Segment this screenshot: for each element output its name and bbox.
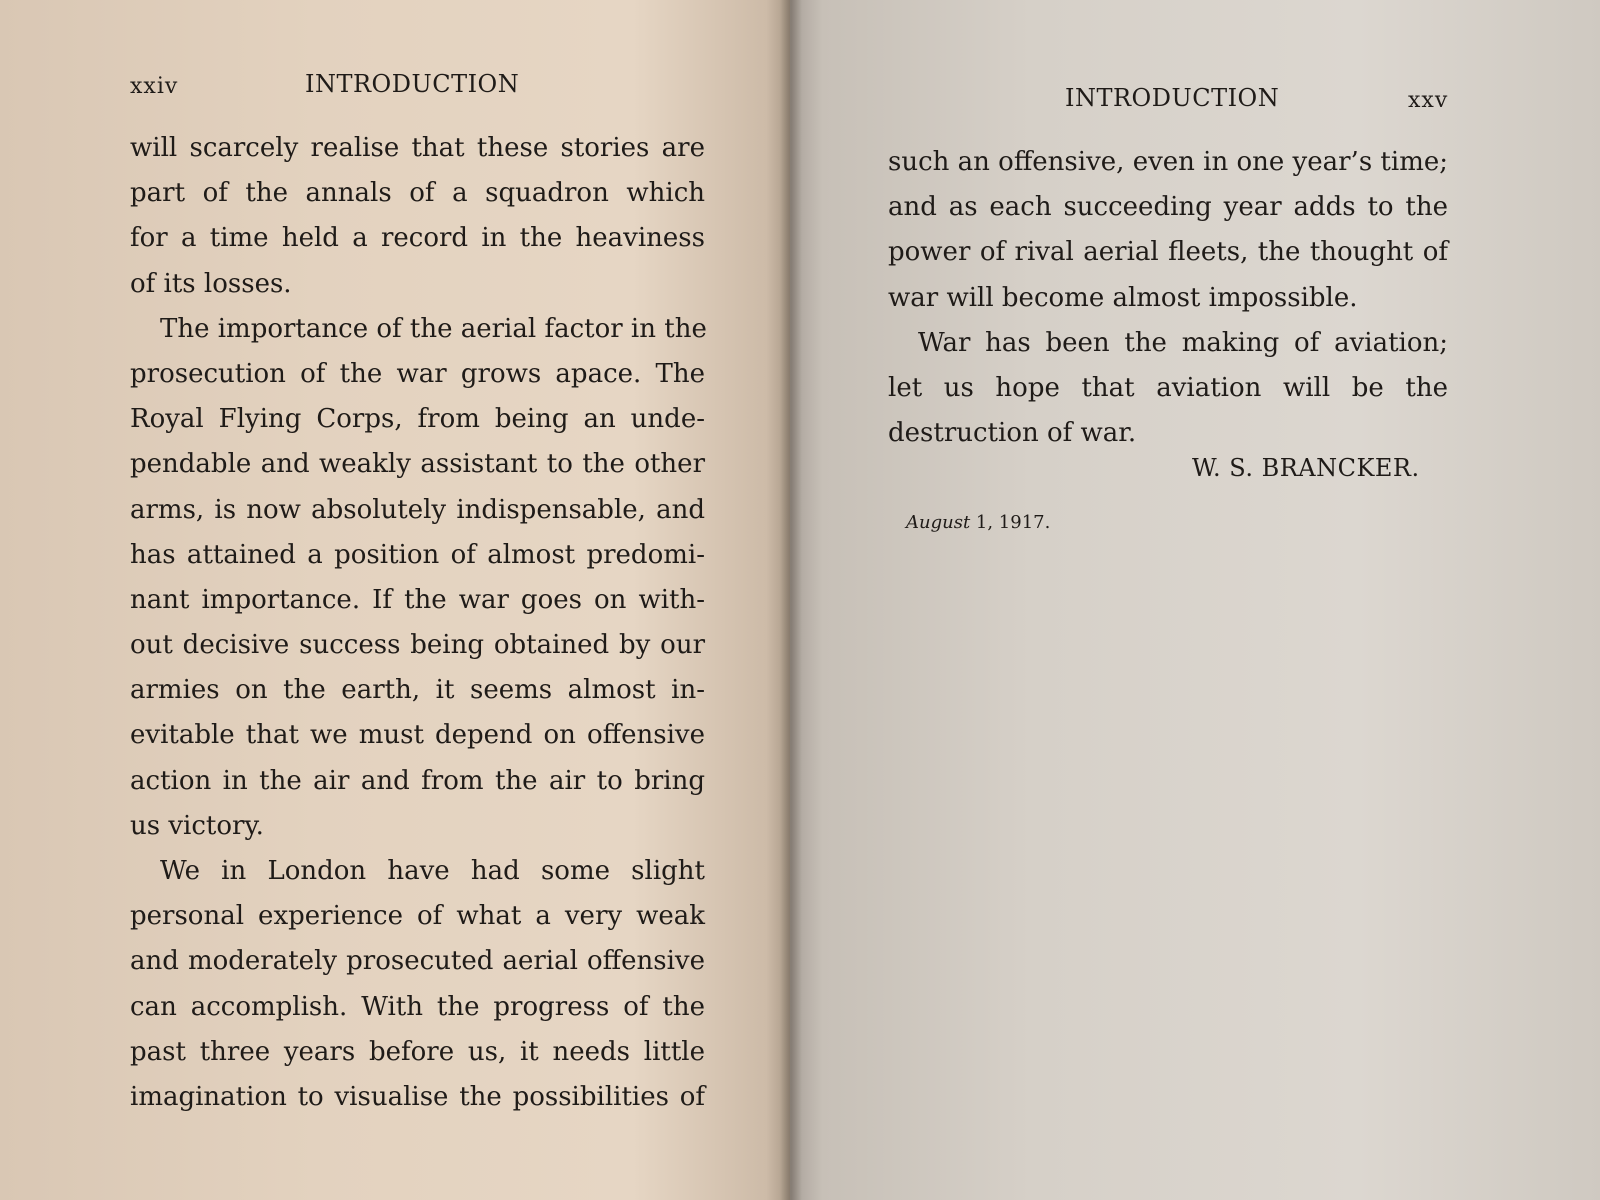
text-line: can accomplish. With the progress of the [130,991,705,1022]
text-line: such an offensive, even in one year’s time; [888,147,1448,177]
left-page [0,0,790,1200]
right-page-number: xxv [1408,88,1449,113]
dateline [906,512,1050,533]
text-line: let us hope that aviation will be the [888,372,1448,403]
text-line: Royal Flying Corps, from being an unde- [130,404,705,435]
text-line: past three years before us, it needs little [130,1036,705,1067]
text-line: us victory. [130,810,264,841]
date-day-year: 1, 1917. [970,512,1051,533]
text-line: evitable that we must depend on offensive [130,720,705,751]
text-line: for a time held a record in the heaviness [130,223,705,254]
text-line: nant importance. If the war goes on with- [130,584,705,615]
text-line: and as each succeeding year adds to the [888,192,1448,223]
text-line: prosecution of the war grows apace. The [130,358,705,389]
date-month: August [906,512,971,533]
right-running-head: INTRODUCTION [1065,84,1280,112]
right-page [790,0,1600,1200]
text-line: will scarcely realise that these stories are [130,133,705,163]
text-line: The importance of the aerial factor in the [160,313,707,344]
text-line: war will become almost impossible. [888,282,1358,313]
left-running-head: INTRODUCTION [305,70,520,98]
text-line: part of the annals of a squadron which [130,178,705,209]
text-line: personal experience of what a very weak [130,901,705,932]
text-line: pendable and weakly assistant to the other [130,449,705,480]
text-line: and moderately prosecuted aerial offensive [130,946,705,977]
right-body-text [888,140,1448,456]
text-line: of its losses. [130,268,292,299]
text-line: has attained a position of almost predomi- [130,539,705,570]
left-body-text [130,126,705,1120]
text-line: out decisive success being obtained by our [130,630,705,661]
text-line: action in the air and from the air to bring [130,765,705,796]
text-line: arms, is now absolutely indispensable, and [130,494,705,525]
text-line: imagination to visualise the possibilities of [130,1081,705,1112]
text-line: We in London have had some slight [160,856,705,886]
text-line: War has been the making of aviation; [918,327,1448,358]
text-line: destruction of war. [888,418,1137,449]
left-page-number: xxiv [130,74,179,99]
author-signature: W. S. BRANCKER. [1192,454,1420,482]
text-line: power of rival aerial fleets, the thought of [888,237,1448,268]
text-line: armies on the earth, it seems almost in- [130,675,705,706]
